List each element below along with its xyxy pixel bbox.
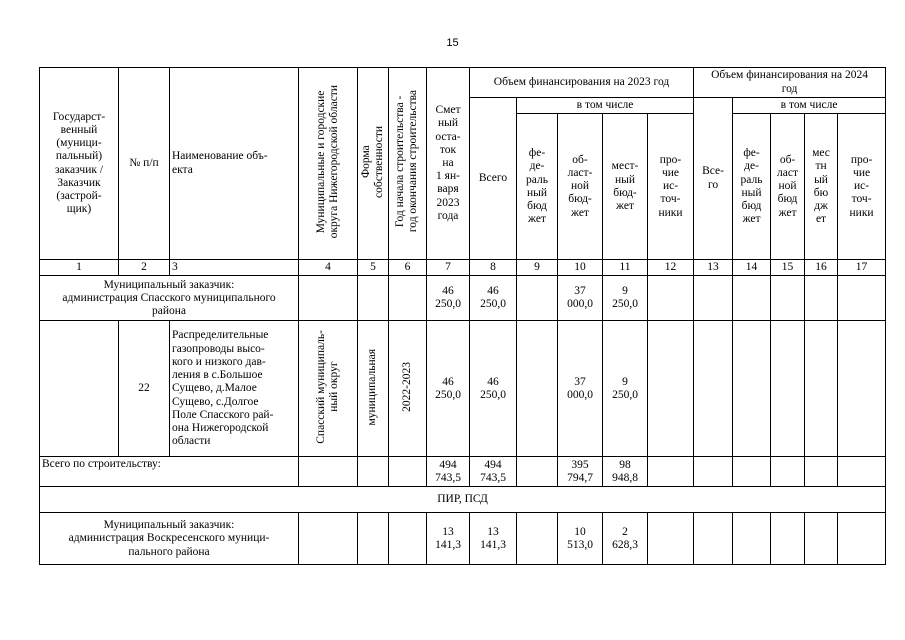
header-customer: Государст- венный (муници- пальный) заказчик / Заказчик (застрой- щик) <box>40 68 119 260</box>
header-ownership <box>358 68 389 260</box>
object-name: Распределительные газопроводы высо- кого и низкого дав- ления в с.Большое Сущево, д.Малое Сущево, с.Долгое Поле Спасского рай- она Нижегородской области <box>170 321 299 457</box>
header-row-1 <box>40 68 886 98</box>
total-2023-value: 46 250,0 <box>470 276 517 321</box>
header-municipality-text: Муниципальные и городские округа Нижегородской области <box>314 84 340 239</box>
total-2023-value: 13 141,3 <box>470 513 517 565</box>
table-row-total <box>40 457 886 487</box>
regional-2023-value: 37 000,0 <box>558 276 603 321</box>
col-num: 7 <box>427 260 470 276</box>
col-num: 1 <box>40 260 119 276</box>
municipality-text: Спасский муниципаль- ный округ <box>314 329 340 444</box>
col-num: 3 <box>170 260 299 276</box>
estimate-value: 13 141,3 <box>427 513 470 565</box>
total-2023-value: 494 743,5 <box>470 457 517 487</box>
col-num: 11 <box>603 260 648 276</box>
header-years <box>389 68 427 260</box>
header-fin-2023: Объем финансирования на 2023 год <box>470 68 694 98</box>
col-num: 6 <box>389 260 427 276</box>
header-federal-2023: фе- де- раль ный бюд жет <box>517 114 558 260</box>
header-municipality <box>299 68 358 260</box>
local-2023-value: 98 948,8 <box>603 457 648 487</box>
table-row-22 <box>40 321 886 457</box>
regional-2023-value: 395 794,7 <box>558 457 603 487</box>
col-num: 5 <box>358 260 389 276</box>
col-num: 9 <box>517 260 558 276</box>
estimate-value: 46 250,0 <box>427 321 470 457</box>
col-num: 15 <box>771 260 805 276</box>
estimate-value: 46 250,0 <box>427 276 470 321</box>
header-regional-2023: об- ласт- ной бюд- жет <box>558 114 603 260</box>
header-num: № п/п <box>119 68 170 260</box>
table-row-spassky-customer <box>40 276 886 321</box>
header-total-2023: Всего <box>470 98 517 260</box>
header-total-2024: Все- го <box>694 98 733 260</box>
header-local-2023: мест- ный бюд- жет <box>603 114 648 260</box>
local-2023-value: 9 250,0 <box>603 321 648 457</box>
col-num: 12 <box>648 260 694 276</box>
header-federal-2024: фе- де- раль ный бюд жет <box>733 114 771 260</box>
local-2023-value: 9 250,0 <box>603 276 648 321</box>
col-num: 16 <box>805 260 838 276</box>
col-num: 2 <box>119 260 170 276</box>
customer-label: Муниципальный заказчик: администрация Спасского муниципального района <box>40 276 299 321</box>
header-estimate: Смет ный оста- ток на 1 ян- варя 2023 года <box>427 68 470 260</box>
total-2023-value: 46 250,0 <box>470 321 517 457</box>
header-regional-2024: об- ласт ной бюд жет <box>771 114 805 260</box>
years-text: 2022-2023 <box>400 361 413 412</box>
total-label: Всего по строительству: <box>40 457 299 487</box>
header-incl-2023: в том числе <box>517 98 694 114</box>
header-incl-2024: в том числе <box>733 98 886 114</box>
table-row-section <box>40 487 886 513</box>
col-num: 14 <box>733 260 771 276</box>
regional-2023-value: 37 000,0 <box>558 321 603 457</box>
regional-2023-value: 10 513,0 <box>558 513 603 565</box>
col-num: 10 <box>558 260 603 276</box>
estimate-value: 494 743,5 <box>427 457 470 487</box>
header-object-name: Наименование объ- екта <box>170 68 299 260</box>
col-num: 8 <box>470 260 517 276</box>
column-number-row <box>40 260 886 276</box>
page-number: 15 <box>446 37 459 49</box>
col-num: 13 <box>694 260 733 276</box>
header-other-2024: про- чие ис- точ- ники <box>838 114 886 260</box>
ownership-cell <box>358 321 389 457</box>
table-row-voskresensky-customer <box>40 513 886 565</box>
financing-table <box>39 67 886 565</box>
header-other-2023: про- чие ис- точ- ники <box>648 114 694 260</box>
local-2023-value: 2 628,3 <box>603 513 648 565</box>
municipality-cell <box>299 321 358 457</box>
row-number: 22 <box>119 321 170 457</box>
col-num: 4 <box>299 260 358 276</box>
header-ownership-text: Форма собственности <box>360 125 386 198</box>
header-years-text: Год начала строительства - год окончания строительства <box>394 90 420 233</box>
section-title: ПИР, ПСД <box>40 487 886 513</box>
col-num: 17 <box>838 260 886 276</box>
ownership-text: муниципальная <box>366 348 379 426</box>
header-fin-2024: Объем финансирования на 2024 год <box>694 68 886 98</box>
customer-label: Муниципальный заказчик: администрация Воскресенского муници- пального района <box>40 513 299 565</box>
header-local-2024: мес тн ый бю дж ет <box>805 114 838 260</box>
years-cell <box>389 321 427 457</box>
